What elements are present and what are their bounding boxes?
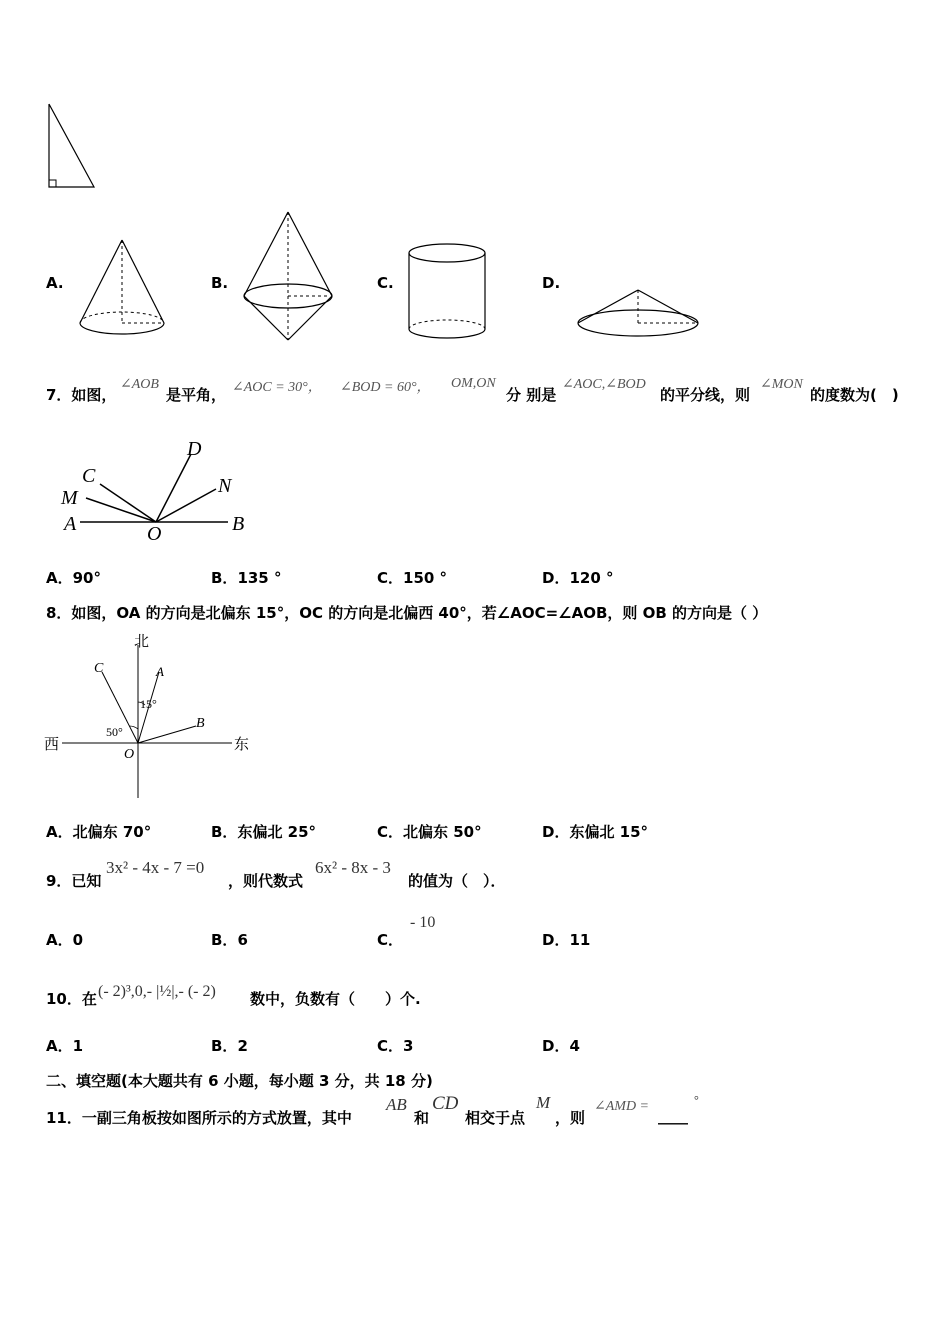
- q7-label-m: M: [61, 487, 78, 509]
- q9-option-c-label[interactable]: C．: [377, 931, 404, 949]
- q9-text: ，则代数式: [228, 872, 304, 890]
- q8-option-c[interactable]: C．北偏东 50°: [377, 823, 482, 841]
- q11-answer-blank[interactable]: ____: [658, 1107, 688, 1125]
- q7-text: 是平角，: [166, 386, 227, 404]
- q9-math-expression: 6x² - 8x - 3: [315, 858, 391, 877]
- q11-math-m: M: [536, 1093, 551, 1112]
- q7-text: 的平分线，则: [660, 386, 751, 404]
- q7-label-a: A: [64, 513, 77, 535]
- q11-number: 11．一副三角板按如图所示的方式放置，其中: [46, 1109, 352, 1127]
- q10-math-list: (- 2)³,0,- |½|,- (- 2): [98, 983, 216, 1000]
- q7-option-a[interactable]: A．90°: [46, 569, 101, 587]
- q8-angle-15: 15°: [140, 697, 157, 711]
- q7-text: 的度数为( ): [810, 386, 899, 404]
- q10-option-d[interactable]: D．4: [542, 1037, 580, 1055]
- q9-number: 9．已知: [46, 872, 102, 890]
- q7-option-b[interactable]: B．135 °: [211, 569, 282, 587]
- flat-cone-figure: [572, 284, 704, 342]
- q9-option-d[interactable]: D．11: [542, 931, 591, 949]
- q8-compass-figure: [42, 630, 257, 802]
- q7-option-d[interactable]: D．120 °: [542, 569, 614, 587]
- q7-angle-figure: [56, 434, 256, 546]
- q9-option-a[interactable]: A．0: [46, 931, 84, 949]
- q11-degree: °: [694, 1093, 699, 1107]
- q10-option-a[interactable]: A．1: [46, 1037, 84, 1055]
- section-heading: 二、填空题(本大题共有 6 小题，每小题 3 分，共 18 分): [46, 1072, 433, 1090]
- q7-number: 7．如图，: [46, 386, 117, 404]
- q11-text: 相交于点: [465, 1109, 526, 1127]
- q7-text: 分 别是: [506, 386, 557, 404]
- q7-label-c: C: [82, 465, 96, 487]
- q10-option-b[interactable]: B．2: [211, 1037, 248, 1055]
- q8-label-c: C: [94, 661, 104, 676]
- q8-stem: 8．如图，OA 的方向是北偏东 15°，OC 的方向是北偏西 40°，若∠AOC=∠AOB，则 OB 的方向是（ ）: [46, 604, 768, 622]
- q11-text: 和: [414, 1109, 430, 1127]
- q8-label-b: B: [196, 716, 205, 731]
- q11-math-ab: AB: [386, 1095, 407, 1114]
- q7-label-o: O: [147, 523, 162, 545]
- q11-math-cd: CD: [432, 1093, 459, 1114]
- cylinder-figure: [404, 240, 490, 342]
- q7-label-n: N: [218, 475, 232, 497]
- q8-label-north: 北: [134, 634, 150, 650]
- q11-math-amd: ∠AMD =: [594, 1099, 650, 1114]
- q10-number: 10．在: [46, 990, 97, 1008]
- q7-math-mon: ∠MON: [760, 377, 803, 392]
- q7-math-aoc-bod: ∠AOC,∠BOD: [562, 377, 646, 392]
- q7-label-d: D: [187, 438, 202, 460]
- q9-text: 的值为（ ）．: [408, 872, 506, 890]
- q6-option-a-label[interactable]: A.: [46, 274, 64, 292]
- q11-text: ，则: [555, 1109, 586, 1127]
- q8-label-a: A: [156, 664, 164, 679]
- right-triangle-figure: [44, 100, 100, 192]
- q7-math-bod: ∠BOD = 60°，: [340, 380, 431, 395]
- q8-label-o: O: [124, 747, 135, 762]
- q7-option-c[interactable]: C．150 °: [377, 569, 448, 587]
- q9-option-c-value[interactable]: - 10: [410, 914, 436, 931]
- q8-label-west: 西: [44, 737, 60, 753]
- q8-label-east: 东: [234, 737, 250, 753]
- q8-option-a[interactable]: A．北偏东 70°: [46, 823, 152, 841]
- q8-option-b[interactable]: B．东偏北 25°: [211, 823, 317, 841]
- q7-math-aob: ∠AOB: [120, 377, 159, 392]
- double-cone-figure: [240, 208, 336, 344]
- q6-option-d-label[interactable]: D.: [542, 274, 561, 292]
- q8-angle-50: 50°: [106, 725, 123, 739]
- q7-math-aoc: ∠AOC = 30°，: [232, 380, 322, 395]
- cone-figure: [74, 235, 170, 339]
- q9-option-b[interactable]: B．6: [211, 931, 248, 949]
- q6-option-c-label[interactable]: C.: [377, 274, 394, 292]
- q10-option-c[interactable]: C．3: [377, 1037, 414, 1055]
- q7-label-b: B: [232, 513, 245, 535]
- q7-math-om-on: OM,ON: [451, 376, 496, 391]
- q9-math-equation: 3x² - 4x - 7 =0: [106, 858, 205, 877]
- q10-text: 数中，负数有（ ）个.: [250, 990, 421, 1008]
- q8-option-d[interactable]: D．东偏北 15°: [542, 823, 649, 841]
- q6-option-b-label[interactable]: B.: [211, 274, 229, 292]
